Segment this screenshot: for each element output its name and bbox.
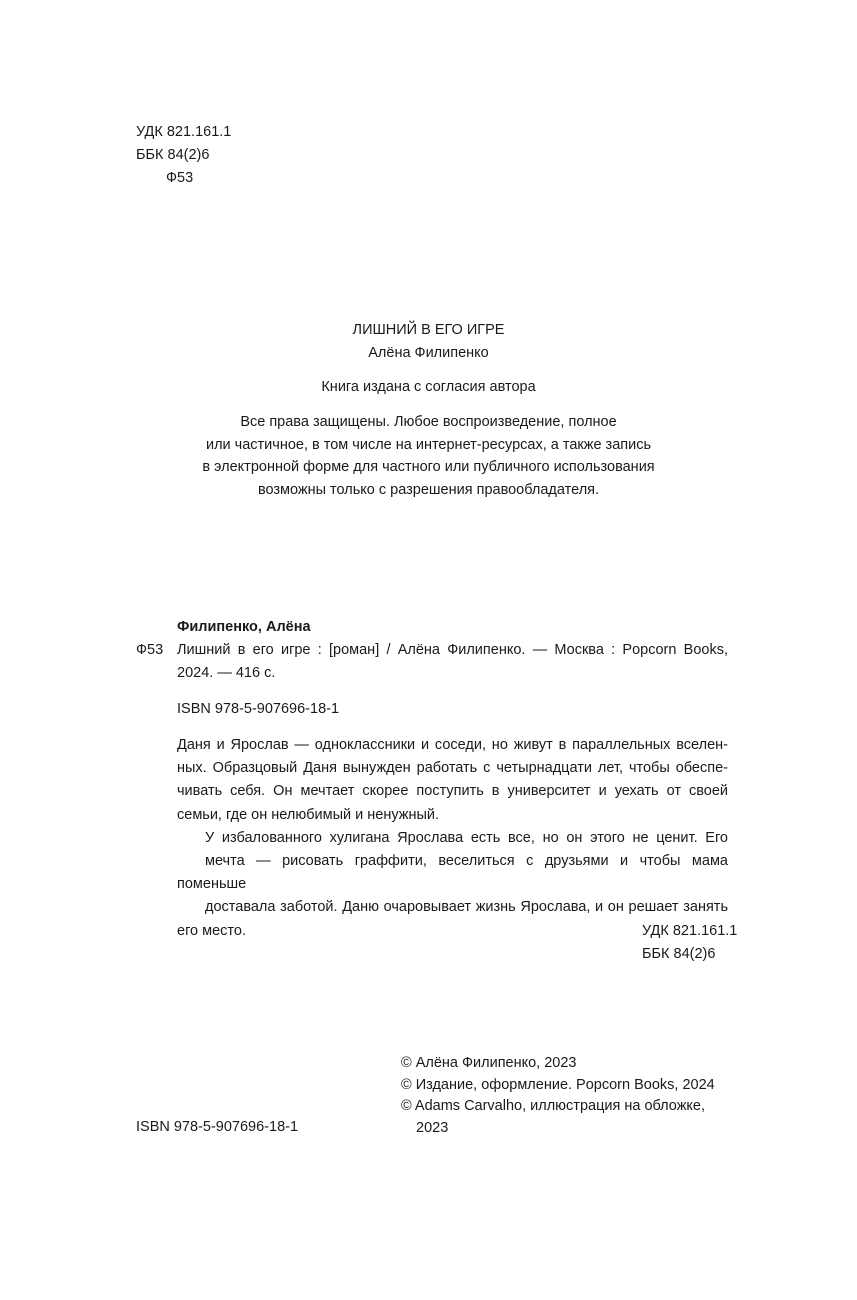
annotation-line: доставала заботой. Даню очаровывает жизнь Ярослава, и он решает занять	[205, 899, 728, 916]
annotation-paragraph-1	[177, 734, 728, 827]
description-line: Лишний в его игре : [роман] / Алёна Филипенко. — Москва : Popcorn Books,	[177, 642, 728, 658]
description-line: 2024. — 416 с.	[177, 665, 276, 681]
rights-notice	[0, 411, 857, 502]
annotation-line: У избалованного хулигана Ярослава есть все, но он этого не ценит. Его	[205, 829, 728, 846]
card-description-row	[136, 639, 728, 685]
book-title: ЛИШНИЙ В ЕГО ИГРЕ	[352, 322, 505, 338]
rights-line: Все права защищены. Любое воспроизведение, полное	[240, 414, 617, 430]
card-isbn: ISBN 978-5-907696-18-1	[177, 701, 340, 717]
bibliographic-card	[136, 616, 728, 943]
bbk-code: ББК 84(2)6	[136, 147, 210, 163]
copyright-line: © Adams Carvalho, иллюстрация на обложке,	[401, 1098, 705, 1114]
annotation-line: чивать себя. Он мечтает скорее поступить в университет и уехать от своей	[177, 783, 728, 800]
annotation-line: ных. Образцовый Даня вынужден работать с четырнадцати лет, чтобы обеспе-	[177, 760, 728, 777]
card-description	[177, 639, 728, 685]
udk-code: УДК 821.161.1	[642, 923, 738, 939]
copyright-line-continued: 2023	[416, 1119, 449, 1136]
copyright-line: © Алёна Филипенко, 2023	[401, 1055, 577, 1071]
consent-note: Книга издана с согласия автора	[321, 379, 536, 395]
card-author: Филипенко, Алёна	[177, 619, 311, 635]
annotation-line: Даня и Ярослав — одноклассники и соседи, но живут в параллельных вселен-	[177, 737, 728, 753]
bbk-code: ББК 84(2)6	[642, 946, 716, 962]
title-block	[0, 319, 857, 502]
rights-line: возможны только с разрешения правообладателя.	[257, 482, 600, 499]
annotation-line: его место.	[177, 922, 246, 939]
card-classification-codes	[642, 920, 737, 966]
isbn: ISBN 978-5-907696-18-1	[136, 1119, 299, 1135]
card-author-mark: Ф53	[136, 642, 164, 658]
top-classification-codes	[136, 121, 231, 190]
annotation	[177, 734, 728, 943]
book-author: Алёна Филипенко	[368, 345, 489, 361]
rights-line: в электронной форме для частного или публичного использования	[202, 459, 655, 476]
author-mark: Ф53	[166, 170, 194, 186]
rights-line: или частичное, в том числе на интернет-ресурсах, а также запись	[205, 436, 652, 453]
copyright-line: © Издание, оформление. Popcorn Books, 2024	[401, 1076, 715, 1093]
udk-code: УДК 821.161.1	[136, 124, 232, 140]
annotation-line: мечта — рисовать граффити, веселиться с друзьями и чтобы мама поменьше	[177, 853, 728, 893]
copyright-block	[401, 1053, 715, 1139]
annotation-line: семьи, где он нелюбимый и ненужный.	[177, 806, 440, 823]
